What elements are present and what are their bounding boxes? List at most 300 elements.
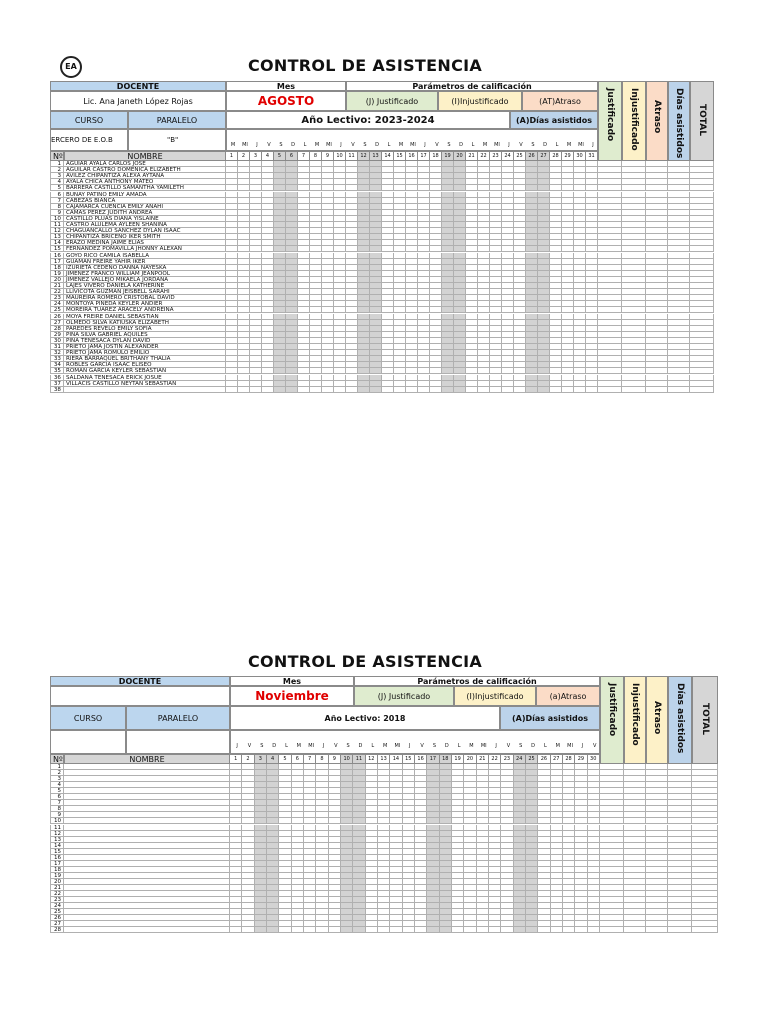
attendance-cell[interactable] <box>286 387 298 393</box>
attendance-cell[interactable] <box>390 927 402 933</box>
mes-label: Mes <box>226 81 346 91</box>
weekday-letter: MI <box>308 743 315 749</box>
weekday-letter: MI <box>326 142 332 148</box>
row-number: 18 <box>50 265 64 271</box>
attendance-cell[interactable] <box>538 387 550 393</box>
student-name: AGUIAR AYALA CARLOS JOSE <box>64 161 226 167</box>
student-name: RIERA BARRAQUEL BRITHANY THALIA <box>64 356 226 362</box>
day-number: 9 <box>322 151 334 161</box>
weekday-letter: J <box>236 743 238 749</box>
weekday-letter: S <box>279 142 283 148</box>
row-number: 7 <box>50 198 64 204</box>
param-atraso: (AT)Atraso <box>522 91 598 111</box>
ano-lectivo: Año Lectivo: 2018 <box>230 706 500 730</box>
weekday-letter: M <box>469 743 474 749</box>
attendance-cell[interactable] <box>538 927 550 933</box>
row-number: 33 <box>50 356 64 362</box>
weekday-letter: M <box>555 743 560 749</box>
row-number: 2 <box>50 770 64 776</box>
weekday-letter: M <box>296 743 301 749</box>
attendance-cell[interactable] <box>242 927 254 933</box>
day-number: 19 <box>452 754 464 764</box>
weekday-letter: D <box>444 743 449 749</box>
parametros-label: Parámetros de calificación <box>346 81 598 91</box>
attendance-cell[interactable] <box>230 927 242 933</box>
weekday-letter: S <box>519 743 523 749</box>
day-number: 9 <box>329 754 341 764</box>
weekday-letter: V <box>420 743 424 749</box>
weekday-letter: L <box>544 743 547 749</box>
row-number: 13 <box>50 234 64 240</box>
day-number: 30 <box>588 754 600 764</box>
attendance-cell[interactable] <box>238 387 250 393</box>
attendance-cell[interactable] <box>394 387 406 393</box>
attendance-cell[interactable] <box>586 387 598 393</box>
day-number: 26 <box>538 754 550 764</box>
attendance-cell[interactable] <box>526 387 538 393</box>
student-name: VILLACIS CASTILLO NEYTAN SEBASTIAN <box>64 381 226 387</box>
attendance-cell[interactable] <box>563 927 575 933</box>
row-number: 20 <box>50 277 64 283</box>
row-number: 28 <box>50 326 64 332</box>
summary-cell-injustificado[interactable] <box>622 387 646 393</box>
day-number: 19 <box>442 151 454 161</box>
weekday-letter: M <box>382 743 388 749</box>
param-justificado: (J) Justificado <box>354 686 454 706</box>
row-number: 19 <box>50 271 64 277</box>
row-number: 13 <box>50 837 64 843</box>
mes-value: Noviembre <box>230 686 354 706</box>
attendance-cell[interactable] <box>316 927 328 933</box>
day-number: 4 <box>262 151 274 161</box>
weekday-letter: L <box>303 142 307 148</box>
day-number: 16 <box>406 151 418 161</box>
row-number: 10 <box>50 216 64 222</box>
attendance-cell[interactable] <box>255 927 267 933</box>
weekday-letter: L <box>457 743 461 749</box>
attendance-cell[interactable] <box>334 387 346 393</box>
day-number: 11 <box>353 754 365 764</box>
summary-cell-atraso[interactable] <box>646 927 668 933</box>
weekday-letter: MI <box>480 743 487 749</box>
weekday-letter: MI <box>578 142 584 148</box>
row-number: 27 <box>50 320 64 326</box>
student-name: BUÑAY PATIÑO EMILY AMADA <box>64 192 226 198</box>
weekday-letter: S <box>447 142 451 148</box>
day-number: 23 <box>490 151 502 161</box>
weekday-letter: S <box>531 142 535 148</box>
day-number: 14 <box>390 754 402 764</box>
summary-cell-total[interactable] <box>690 387 714 393</box>
day-number: 29 <box>562 151 574 161</box>
weekday-letter: M <box>482 142 488 148</box>
attendance-cell[interactable] <box>267 927 279 933</box>
attendance-cell[interactable] <box>502 387 514 393</box>
day-number: 30 <box>574 151 586 161</box>
weekday-letters-row <box>226 129 598 151</box>
day-number: 7 <box>304 754 316 764</box>
day-number: 5 <box>279 754 291 764</box>
day-number: 29 <box>575 754 587 764</box>
student-name: CAMAS PEREZ JUDITH ANDREA <box>64 210 226 216</box>
summary-cell-dias[interactable] <box>668 927 692 933</box>
row-number: 8 <box>50 806 64 812</box>
weekday-letter: V <box>267 142 271 148</box>
weekday-letter: J <box>508 142 510 148</box>
weekday-letter: L <box>471 142 475 148</box>
row-number: 5 <box>50 788 64 794</box>
param-dias-asistidos: (A)Días asistidos <box>500 706 600 730</box>
attendance-cell[interactable] <box>378 927 390 933</box>
student-name: LLIVICOTA GUZMAN JEISBELL SARAHI <box>64 289 226 295</box>
student-name: ERAZO MEDINA JAIME ELIAS <box>64 240 226 246</box>
weekday-letter: J <box>424 142 426 148</box>
paralelo-value-empty <box>126 730 230 754</box>
day-number: 28 <box>550 151 562 161</box>
day-number: 17 <box>418 151 430 161</box>
num-label: Nº <box>50 151 64 161</box>
weekday-letter: V <box>247 743 252 749</box>
col-injustificado: Injustificado <box>622 81 646 161</box>
summary-cell-justificado[interactable] <box>600 927 624 933</box>
summary-cell-justificado[interactable] <box>598 387 622 393</box>
row-number: 16 <box>50 855 64 861</box>
weekday-letter: J <box>495 743 497 749</box>
param-atraso: (a)Atraso <box>536 686 600 706</box>
student-name: OLMEDO SILVA KATIUSKA ELIZABETH <box>64 320 226 326</box>
student-name <box>64 387 226 393</box>
day-number: 21 <box>466 151 478 161</box>
weekday-letter: L <box>285 743 288 749</box>
student-name: CAJAMARCA CUENCIA EMILY ANAHI <box>64 204 226 210</box>
row-number: 30 <box>50 338 64 344</box>
weekday-letter: S <box>432 743 437 749</box>
day-number: 5 <box>274 151 286 161</box>
row-number: 31 <box>50 344 64 350</box>
attendance-cell[interactable] <box>310 387 322 393</box>
row-number: 15 <box>50 246 64 252</box>
weekday-letter: MI <box>394 743 401 749</box>
student-name: ROBLES GARCIA ISAAC ELISEO <box>64 362 226 368</box>
col-justificado: Justificado <box>598 81 622 161</box>
attendance-cell[interactable] <box>322 387 334 393</box>
attendance-cell[interactable] <box>575 927 587 933</box>
row-number: 23 <box>50 295 64 301</box>
weekday-letter: J <box>581 743 584 749</box>
day-number: 11 <box>346 151 358 161</box>
attendance-cell[interactable] <box>250 387 262 393</box>
weekday-letter: V <box>351 142 355 148</box>
weekday-letter: MI <box>567 743 573 749</box>
row-number: 24 <box>50 903 64 909</box>
attendance-cell[interactable] <box>588 927 600 933</box>
day-number: 10 <box>334 151 346 161</box>
attendance-cell[interactable] <box>226 387 238 393</box>
student-name: MAUREIRA ROMERO CRISTOBAL DAVID <box>64 295 226 301</box>
row-number: 4 <box>50 782 64 788</box>
attendance-cell[interactable] <box>353 927 365 933</box>
curso-label: CURSO <box>50 706 126 730</box>
attendance-cell[interactable] <box>292 927 304 933</box>
docente-label: DOCENTE <box>50 676 230 686</box>
weekday-letter: V <box>506 743 511 749</box>
attendance-cell[interactable] <box>466 387 478 393</box>
attendance-cell[interactable] <box>274 387 286 393</box>
weekday-letter: V <box>334 743 338 749</box>
table-row <box>50 927 718 933</box>
day-number: 17 <box>427 754 439 764</box>
student-name <box>64 927 230 933</box>
attendance-cell[interactable] <box>550 387 562 393</box>
weekday-letter: MI <box>410 142 416 148</box>
attendance-sheet-noviembre <box>0 648 768 1024</box>
summary-cell-atraso[interactable] <box>646 387 668 393</box>
attendance-cell[interactable] <box>406 387 418 393</box>
day-number: 20 <box>464 754 476 764</box>
table-row <box>50 387 714 393</box>
day-number: 6 <box>286 151 298 161</box>
day-number: 3 <box>250 151 262 161</box>
row-number: 38 <box>50 387 64 393</box>
row-number: 35 <box>50 368 64 374</box>
nombre-label: NOMBRE <box>64 151 226 161</box>
day-number: 7 <box>298 151 310 161</box>
row-number: 6 <box>50 192 64 198</box>
row-number: 27 <box>50 921 64 927</box>
row-number: 26 <box>50 915 64 921</box>
attendance-cell[interactable] <box>366 927 378 933</box>
col-total: TOTAL <box>690 81 714 161</box>
summary-cell-total[interactable] <box>692 927 718 933</box>
weekday-letter: L <box>387 142 391 148</box>
attendance-cell[interactable] <box>382 387 394 393</box>
weekday-letter: V <box>435 142 439 148</box>
row-number: 37 <box>50 381 64 387</box>
school-logo: EA <box>60 56 82 78</box>
student-name: GOYO RICO CAMILA ISABELLA <box>64 253 226 259</box>
row-number: 22 <box>50 891 64 897</box>
attendance-cell[interactable] <box>279 927 291 933</box>
day-number: 8 <box>316 754 328 764</box>
day-number: 2 <box>242 754 254 764</box>
weekday-letter: MI <box>242 142 248 148</box>
row-number: 19 <box>50 873 64 879</box>
attendance-cell[interactable] <box>370 387 382 393</box>
attendance-cell[interactable] <box>464 927 476 933</box>
row-number: 20 <box>50 879 64 885</box>
row-number: 25 <box>50 909 64 915</box>
day-number: 13 <box>378 754 390 764</box>
weekday-letter: S <box>363 142 367 148</box>
row-number: 18 <box>50 867 64 873</box>
weekday-letter: M <box>566 142 572 148</box>
day-number: 8 <box>310 151 322 161</box>
attendance-cell[interactable] <box>490 387 502 393</box>
day-number: 4 <box>267 754 279 764</box>
row-number: 11 <box>50 825 64 831</box>
student-name: PAREDES REVELO EMILY SOFIA <box>64 326 226 332</box>
row-number: 6 <box>50 794 64 800</box>
row-number: 34 <box>50 362 64 368</box>
attendance-cell[interactable] <box>341 927 353 933</box>
row-number: 23 <box>50 897 64 903</box>
col-justificado: Justificado <box>600 676 624 764</box>
day-number: 2 <box>238 151 250 161</box>
row-number: 36 <box>50 375 64 381</box>
paralelo-value: "B" <box>128 129 226 151</box>
attendance-cell[interactable] <box>454 387 466 393</box>
param-justificado: (J) Justificado <box>346 91 438 111</box>
ano-lectivo: Año Lectivo: 2023-2024 <box>226 111 510 129</box>
attendance-cell[interactable] <box>304 927 316 933</box>
sheet-title: CONTROL DE ASISTENCIA <box>247 56 483 75</box>
row-number: 15 <box>50 849 64 855</box>
day-number: 18 <box>440 754 452 764</box>
weekday-letter: J <box>592 142 594 148</box>
curso-label: CURSO <box>50 111 128 129</box>
student-name: AYALA CHICA ANTHONY MATEO <box>64 179 226 185</box>
day-number: 13 <box>370 151 382 161</box>
weekday-letter: L <box>371 743 375 749</box>
weekday-letter: V <box>593 743 597 749</box>
attendance-cell[interactable] <box>478 387 490 393</box>
attendance-cell[interactable] <box>562 387 574 393</box>
row-number: 14 <box>50 240 64 246</box>
summary-cell-dias[interactable] <box>668 387 690 393</box>
weekday-letter: M <box>314 142 320 148</box>
day-number: 22 <box>478 151 490 161</box>
weekday-letter: J <box>340 142 342 148</box>
curso-value: ERCERO DE E.O.B <box>50 129 128 151</box>
day-number: 25 <box>526 754 538 764</box>
weekday-letter: L <box>555 142 559 148</box>
row-number: 9 <box>50 812 64 818</box>
student-name: CHAGUANCALLO SANCHEZ DYLAN ISAAC <box>64 228 226 234</box>
paralelo-label: PARALELO <box>128 111 226 129</box>
attendance-cell[interactable] <box>427 927 439 933</box>
attendance-cell[interactable] <box>298 387 310 393</box>
row-number: 17 <box>50 259 64 265</box>
attendance-cell[interactable] <box>329 927 341 933</box>
mes-label: Mes <box>230 676 354 686</box>
col-injustificado: Injustificado <box>624 676 646 764</box>
student-name: PRIETO JAMA ROMULO EMILIO <box>64 350 226 356</box>
attendance-cell[interactable] <box>514 387 526 393</box>
student-name: MOYA FREIRE DANIEL SEBASTIAN <box>64 314 226 320</box>
row-number: 9 <box>50 210 64 216</box>
day-number: 3 <box>255 754 267 764</box>
sheet-title: CONTROL DE ASISTENCIA <box>247 652 483 671</box>
curso-value-empty <box>50 730 126 754</box>
weekday-letter: D <box>531 743 535 749</box>
weekday-letter: S <box>346 743 350 749</box>
attendance-cell[interactable] <box>477 927 489 933</box>
day-number: 27 <box>551 754 563 764</box>
col-atraso: Atraso <box>646 81 668 161</box>
attendance-cell[interactable] <box>514 927 526 933</box>
weekday-letter: D <box>358 743 363 749</box>
col-dias-asistidos: Días asistidos <box>668 81 690 161</box>
weekday-letter: J <box>256 142 258 148</box>
mes-value: AGOSTO <box>226 91 346 111</box>
day-number: 22 <box>489 754 501 764</box>
attendance-cell[interactable] <box>501 927 513 933</box>
student-name: CASTRO ALULEMA AYLEEN SHANINA <box>64 222 226 228</box>
student-name: PIÑA SILVA GABRIEL AQUILES <box>64 332 226 338</box>
attendance-cell[interactable] <box>440 927 452 933</box>
nombre-label: NOMBRE <box>64 754 230 764</box>
day-number: 16 <box>415 754 427 764</box>
col-atraso: Atraso <box>646 676 668 764</box>
weekday-letter: M <box>398 142 404 148</box>
student-name: JIMENEZ FRANCO WILLIAM JEANPOOL <box>64 271 226 277</box>
day-number: 14 <box>382 151 394 161</box>
summary-cell-injustificado[interactable] <box>624 927 646 933</box>
day-number: 1 <box>230 754 242 764</box>
day-number: 20 <box>454 151 466 161</box>
attendance-cell[interactable] <box>551 927 563 933</box>
attendance-cell[interactable] <box>415 927 427 933</box>
row-number: 16 <box>50 253 64 259</box>
attendance-sheet-agosto <box>0 52 768 512</box>
attendance-cell[interactable] <box>358 387 370 393</box>
num-label: Nº <box>50 754 64 764</box>
attendance-cell[interactable] <box>430 387 442 393</box>
day-number: 15 <box>403 754 415 764</box>
attendance-cell[interactable] <box>574 387 586 393</box>
student-name: AVILEZ CHIPANTIZA ALEXA AYTANA <box>64 173 226 179</box>
attendance-cell[interactable] <box>489 927 501 933</box>
parametros-label: Parámetros de calificación <box>354 676 600 686</box>
student-name: ROMAN GARCIA KEYLER SEBASTIAN <box>64 368 226 374</box>
row-number: 26 <box>50 314 64 320</box>
day-number: 15 <box>394 151 406 161</box>
student-name: CASTILLO PLUAS DIANA YISLAINE <box>64 216 226 222</box>
docente-name-empty <box>50 686 230 706</box>
row-number: 11 <box>50 222 64 228</box>
weekday-letter: D <box>543 142 547 148</box>
docente-name: Lic. Ana Janeth López Rojas <box>50 91 226 111</box>
attendance-cell[interactable] <box>452 927 464 933</box>
col-total: TOTAL <box>692 676 718 764</box>
row-number: 1 <box>50 764 64 770</box>
day-number: 12 <box>366 754 378 764</box>
row-number: 10 <box>50 818 64 824</box>
student-name: JIMENEZ VALLEJO MIKAELA JORDANA <box>64 277 226 283</box>
attendance-cell[interactable] <box>346 387 358 393</box>
weekday-letter: D <box>272 743 277 749</box>
attendance-cell[interactable] <box>526 927 538 933</box>
param-injustificado: (I)Injustificado <box>438 91 522 111</box>
docente-label: DOCENTE <box>50 81 226 91</box>
attendance-cell[interactable] <box>262 387 274 393</box>
student-name: AGUILAR CASTRO DOMENICA ELIZABETH <box>64 167 226 173</box>
attendance-cell[interactable] <box>418 387 430 393</box>
student-name: PIÑA TENESACA DYLAN DAVID <box>64 338 226 344</box>
param-dias-asistidos: (A)Días asistidos <box>510 111 598 129</box>
row-number: 21 <box>50 283 64 289</box>
student-name: FERNANDEZ POMAVILLA JHONNY ALEXAN <box>64 246 226 252</box>
col-dias-asistidos: Días asistidos <box>668 676 692 764</box>
day-number: 31 <box>586 151 598 161</box>
attendance-cell[interactable] <box>403 927 415 933</box>
row-number: 14 <box>50 843 64 849</box>
weekday-letter: V <box>519 142 523 148</box>
attendance-cell[interactable] <box>442 387 454 393</box>
student-name: GUAMAN FREIRE YAHIR IKER <box>64 259 226 265</box>
row-number: 2 <box>50 167 64 173</box>
row-number: 25 <box>50 307 64 313</box>
